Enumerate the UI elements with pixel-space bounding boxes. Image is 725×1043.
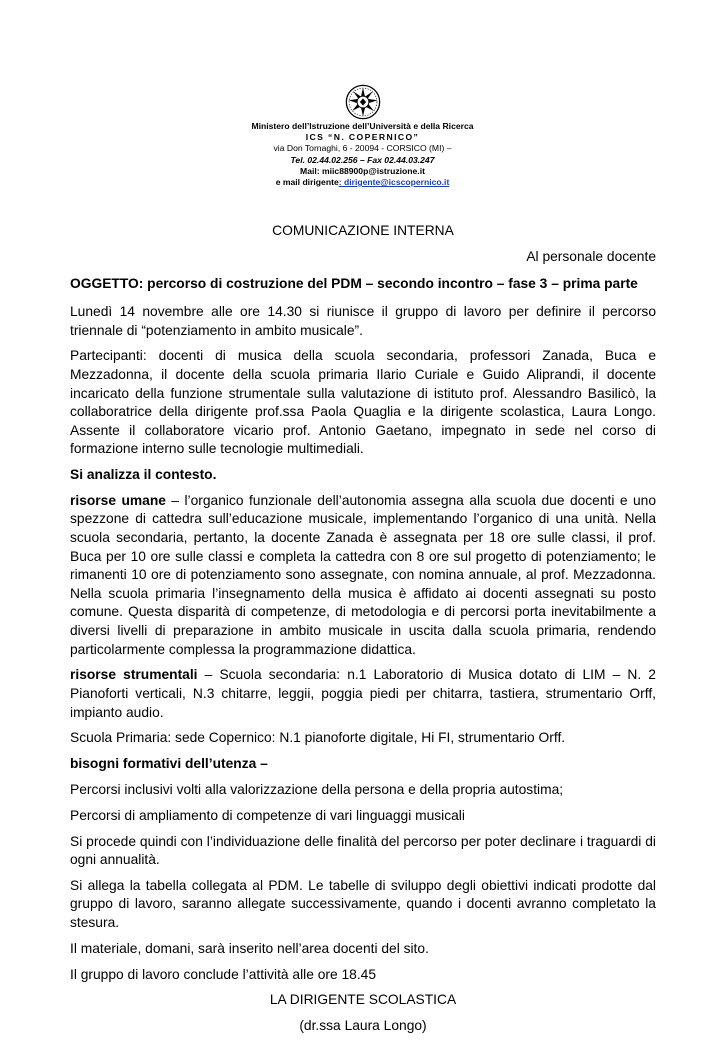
need-item-1: Percorsi inclusivi volti alla valorizzazione della persona e della propria autostima; xyxy=(70,781,564,797)
signature-name: (dr.ssa Laura Longo) xyxy=(299,1018,427,1034)
dirigente-mail-label: e mail dirigente xyxy=(275,177,339,188)
instrumental-resources-paragraph xyxy=(70,666,656,722)
school-address: via Don Tornaghi, 6 - 20094 - CORSICO (MI) – xyxy=(273,143,452,154)
human-resources-text: – l’organico funzionale dell’autonomia assegna alla scuola due docenti e uno spezzone di cattedra sull’educazione musicale, implementando l’organico di una unità. Nella scuola secondaria, pertanto, la docente Zanada è assegnata per 18 ore sulle classi, il prof. Buca per 10 ore sulle classi e completa la cattedra con 8 ore sul progetto di potenziamento; le rimanenti 10 ore di potenziamento sono assegnate, con nomina annuale, al prof. Mezzadonna. Nella scuola primaria l’insegnamento della musica è affidato ai docenti assegnati su posto comune. Questa disparità di competenze, di metodologia e di percorsi porta inevitabilmente a diversi livelli di preparazione in ambito musicale in uscita dalla scuola primaria, rendendo particolarmente complessa la programmazione didattica. xyxy=(70,492,656,657)
dirigente-mail-link[interactable]: : dirigente@icscopernico.it xyxy=(338,177,450,188)
instrumental-resources-text: – Scuola secondaria: n.1 Laboratorio di Musica dotato di LIM – N. 2 Pianoforti verticali, N.3 chitarre, leggii, poggia piedi per chitarra, tastiera, strumentario Orff, impianto audio. xyxy=(70,667,656,720)
procedure-paragraph: Si procede quindi con l’individuazione delle finalità del percorso per poter declinare i traguardi di ogni annualità. xyxy=(70,833,656,868)
human-resources-paragraph xyxy=(70,492,656,659)
primary-school-paragraph: Scuola Primaria: sede Copernico: N.1 pianoforte digitale, Hi FI, strumentario Orff. xyxy=(70,730,566,746)
document-body xyxy=(70,222,656,1043)
school-mail: Mail: miic88900p@istruzione.it xyxy=(300,165,425,176)
subject: OGGETTO: percorso di costruzione del PDM – secondo incontro – fase 3 – prima parte xyxy=(70,276,638,292)
context-heading: Si analizza il contesto. xyxy=(70,467,217,483)
republic-emblem-icon xyxy=(345,84,381,120)
ministry-name: Ministero dell’Istruzione dell’Università e della Ricerca xyxy=(251,121,474,131)
need-item-2: Percorsi di ampliamento di competenze di vari linguaggi musicali xyxy=(70,807,465,823)
material-paragraph: Il materiale, domani, sarà inserito nell’area docenti del sito. xyxy=(70,940,429,956)
needs-heading: bisogni formativi dell’utenza xyxy=(70,756,257,772)
signature-title: LA DIRIGENTE SCOLASTICA xyxy=(269,992,457,1008)
closing-paragraph: Il gruppo di lavoro conclude l’attività alle ore 18.45 xyxy=(70,966,377,982)
phone-fax: Tel. 02.44.02.256 – Fax 02.44.03.247 xyxy=(290,154,435,165)
instrumental-resources-label: risorse strumentali xyxy=(70,667,198,683)
participants-paragraph: Partecipanti: docenti di musica della scuola secondaria, professori Zanada, Buca e Mezzadonna, il docente della scuola primaria Ilario Curiale e Guido Aliprandi, il docente incaricato della funzione strumentale sulla valutazione di istituto prof. Alessandro Basilicò, la collaboratrice della dirigente prof.ssa Paola Quaglia e la dirigente scolastica, Laura Longo. Assente il collaboratore vicario prof. Antonio Gaetano, impegnato in sede nel corso di formazione interno sulle tecnologie multimediali. xyxy=(70,348,656,457)
human-resources-label: risorse umane xyxy=(70,492,166,508)
needs-heading-paragraph xyxy=(70,755,656,774)
school-name: ICS “N. COPERNICO” xyxy=(305,132,420,143)
attachment-paragraph: Si allega la tabella collegata al PDM. Le tabelle di sviluppo degli obiettivi indicati prodotte dal gruppo di lavoro, saranno allegate successivamente, quando i docenti avranno completato la stesura. xyxy=(70,877,656,931)
dirigente-mail-line xyxy=(0,177,725,188)
intro-paragraph: Lunedì 14 novembre alle ore 14.30 si riunisce il gruppo di lavoro per definire il percorso triennale di “potenziamento in ambito musicale”. xyxy=(70,303,656,338)
document-type: COMUNICAZIONE INTERNA xyxy=(272,223,454,238)
letterhead xyxy=(0,84,725,188)
needs-dash: – xyxy=(256,756,268,772)
recipient: Al personale docente xyxy=(526,248,656,264)
